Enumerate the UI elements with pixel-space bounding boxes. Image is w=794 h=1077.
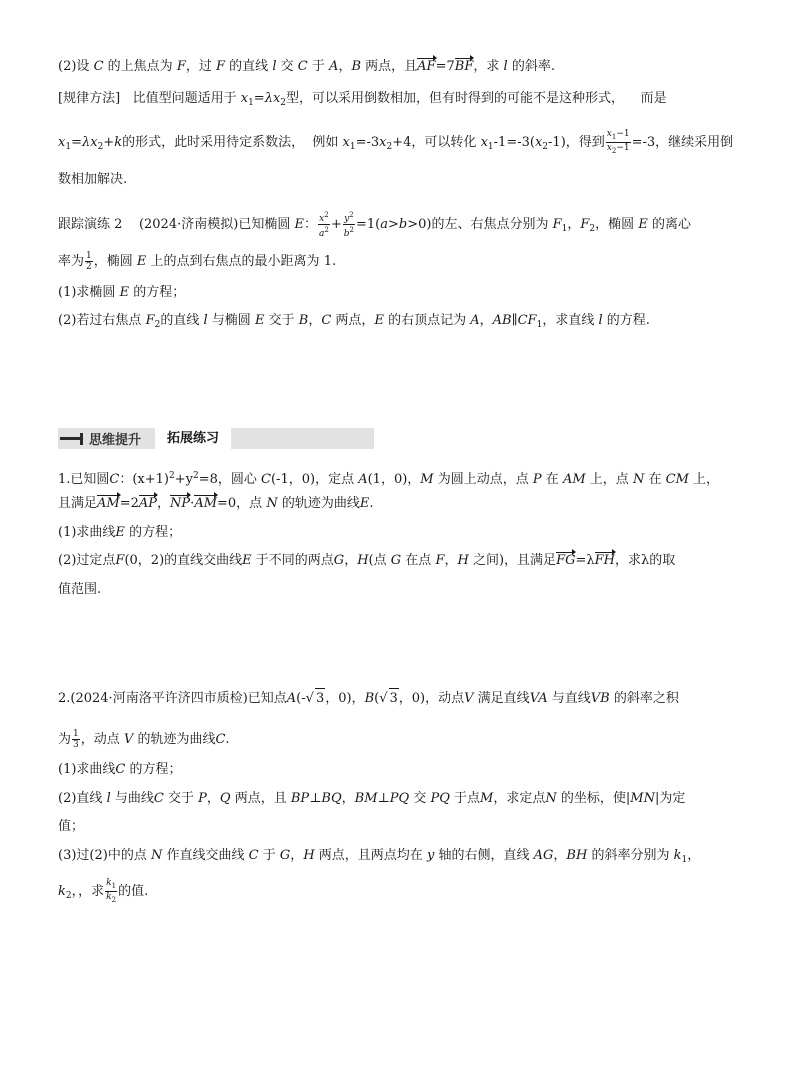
- follow-up-line-2: 率为 $\frac{1}{2}$ ，椭圆 E 上的点到右焦点的最小距离为 1.: [58, 251, 337, 272]
- exercise-2-part-3-cont: $k_2$，，求 $\frac{k_1}{k_2}$ 的值.: [58, 878, 149, 904]
- method-line-2: $x_1=\lambda x_2+k$的形式，此时采用待定系数法， 例如 $x_1=-3x_2+4$，可以转化 $x_1-1=-3(x_2-1)$，得到 $\frac{x_1-1}{x_2-1}$ =-3，继续采用倒: [58, 129, 734, 155]
- method-line-3: 数相加解决.: [58, 172, 128, 187]
- exercise-2-line-1: 2.(2024·河南洛平许济四市质检)已知点A(-√ 3，0)，B(√ 3，0)，动点V 满足直线VA 与直线VB 的斜率之积: [58, 688, 754, 709]
- follow-up-line-1: 跟踪演练 2 (2024·济南模拟)已知椭圆 E： $\frac{x^2}{a^2}$ + $\frac{y^2}{b^2}$ =1(a>b>0)的左、右焦点分别为 $F_1$，$F_2$，椭圆 E 的离心: [58, 211, 691, 239]
- section-banner: [58, 428, 374, 449]
- method-line-1: [规律方法] 比值型问题适用于 $x_1=\lambda x_2$型，可以采用倒数相加，但有时得到的可能不是这种形式， 而是: [58, 91, 667, 108]
- question-2: (2)设 C 的上焦点为 F，过 F 的直线 l 交 C 于 A，B 两点，且AF=7BF，求 l 的斜率.: [58, 57, 754, 77]
- exercise-2-line-2: 为 $\frac{1}{3}$ ，动点 V 的轨迹为曲线C.: [58, 729, 230, 750]
- banner-tick-icon: [80, 433, 83, 445]
- exercise-1-part-1: (1)求曲线E 的方程；: [58, 525, 182, 540]
- exercise-2-part-1: (1)求曲线C 的方程；: [58, 762, 182, 777]
- exercise-1-part-2: (2)过定点F(0，2)的直线交曲线E 于不同的两点G，H(点 G 在点 F，H 之间)，且满足FG=λFH，求λ的取: [58, 551, 754, 571]
- exercise-2-part-3: (3)过(2)中的点 N 作直线交曲线 C 于 G，H 两点，且两点均在 y 轴的右侧，直线 AG，BH 的斜率分别为 $k_1$，: [58, 848, 701, 865]
- follow-up-part-1: (1)求椭圆 E 的方程；: [58, 285, 186, 300]
- banner-left-label: 思维提升: [89, 433, 142, 448]
- exercise-2-part-2-cont: 值；: [58, 819, 85, 834]
- follow-up-part-2: (2)若过右焦点 $F_2$的直线 l 与椭圆 E 交于 B，C 两点，E 的右顶点记为 A，$AB\parallel CF_1$，求直线 l 的方程.: [58, 313, 650, 330]
- exercise-1-part-2-cont: 值范围.: [58, 582, 102, 597]
- banner-right-label: 拓展练习: [155, 428, 231, 449]
- exercise-2-part-2: (2)直线 l 与曲线C 交于 P，Q 两点，且 BP⊥BQ，BM⊥PQ 交 PQ 于点M，求定点N 的坐标，使|MN|为定: [58, 791, 686, 806]
- exercise-1-line-2: 且满足AM=2AP，NP·AM=0，点 N 的轨迹为曲线E.: [58, 494, 754, 514]
- exercise-1-line-1: 1.已知圆C：$(x+1)^2+y^2=8$，圆心 C(-1，0)，定点 A(1，0)，M 为圆上动点，点 P 在 AM 上，点 N 在 CM 上，: [58, 471, 720, 487]
- banner-bar-icon: [60, 437, 80, 440]
